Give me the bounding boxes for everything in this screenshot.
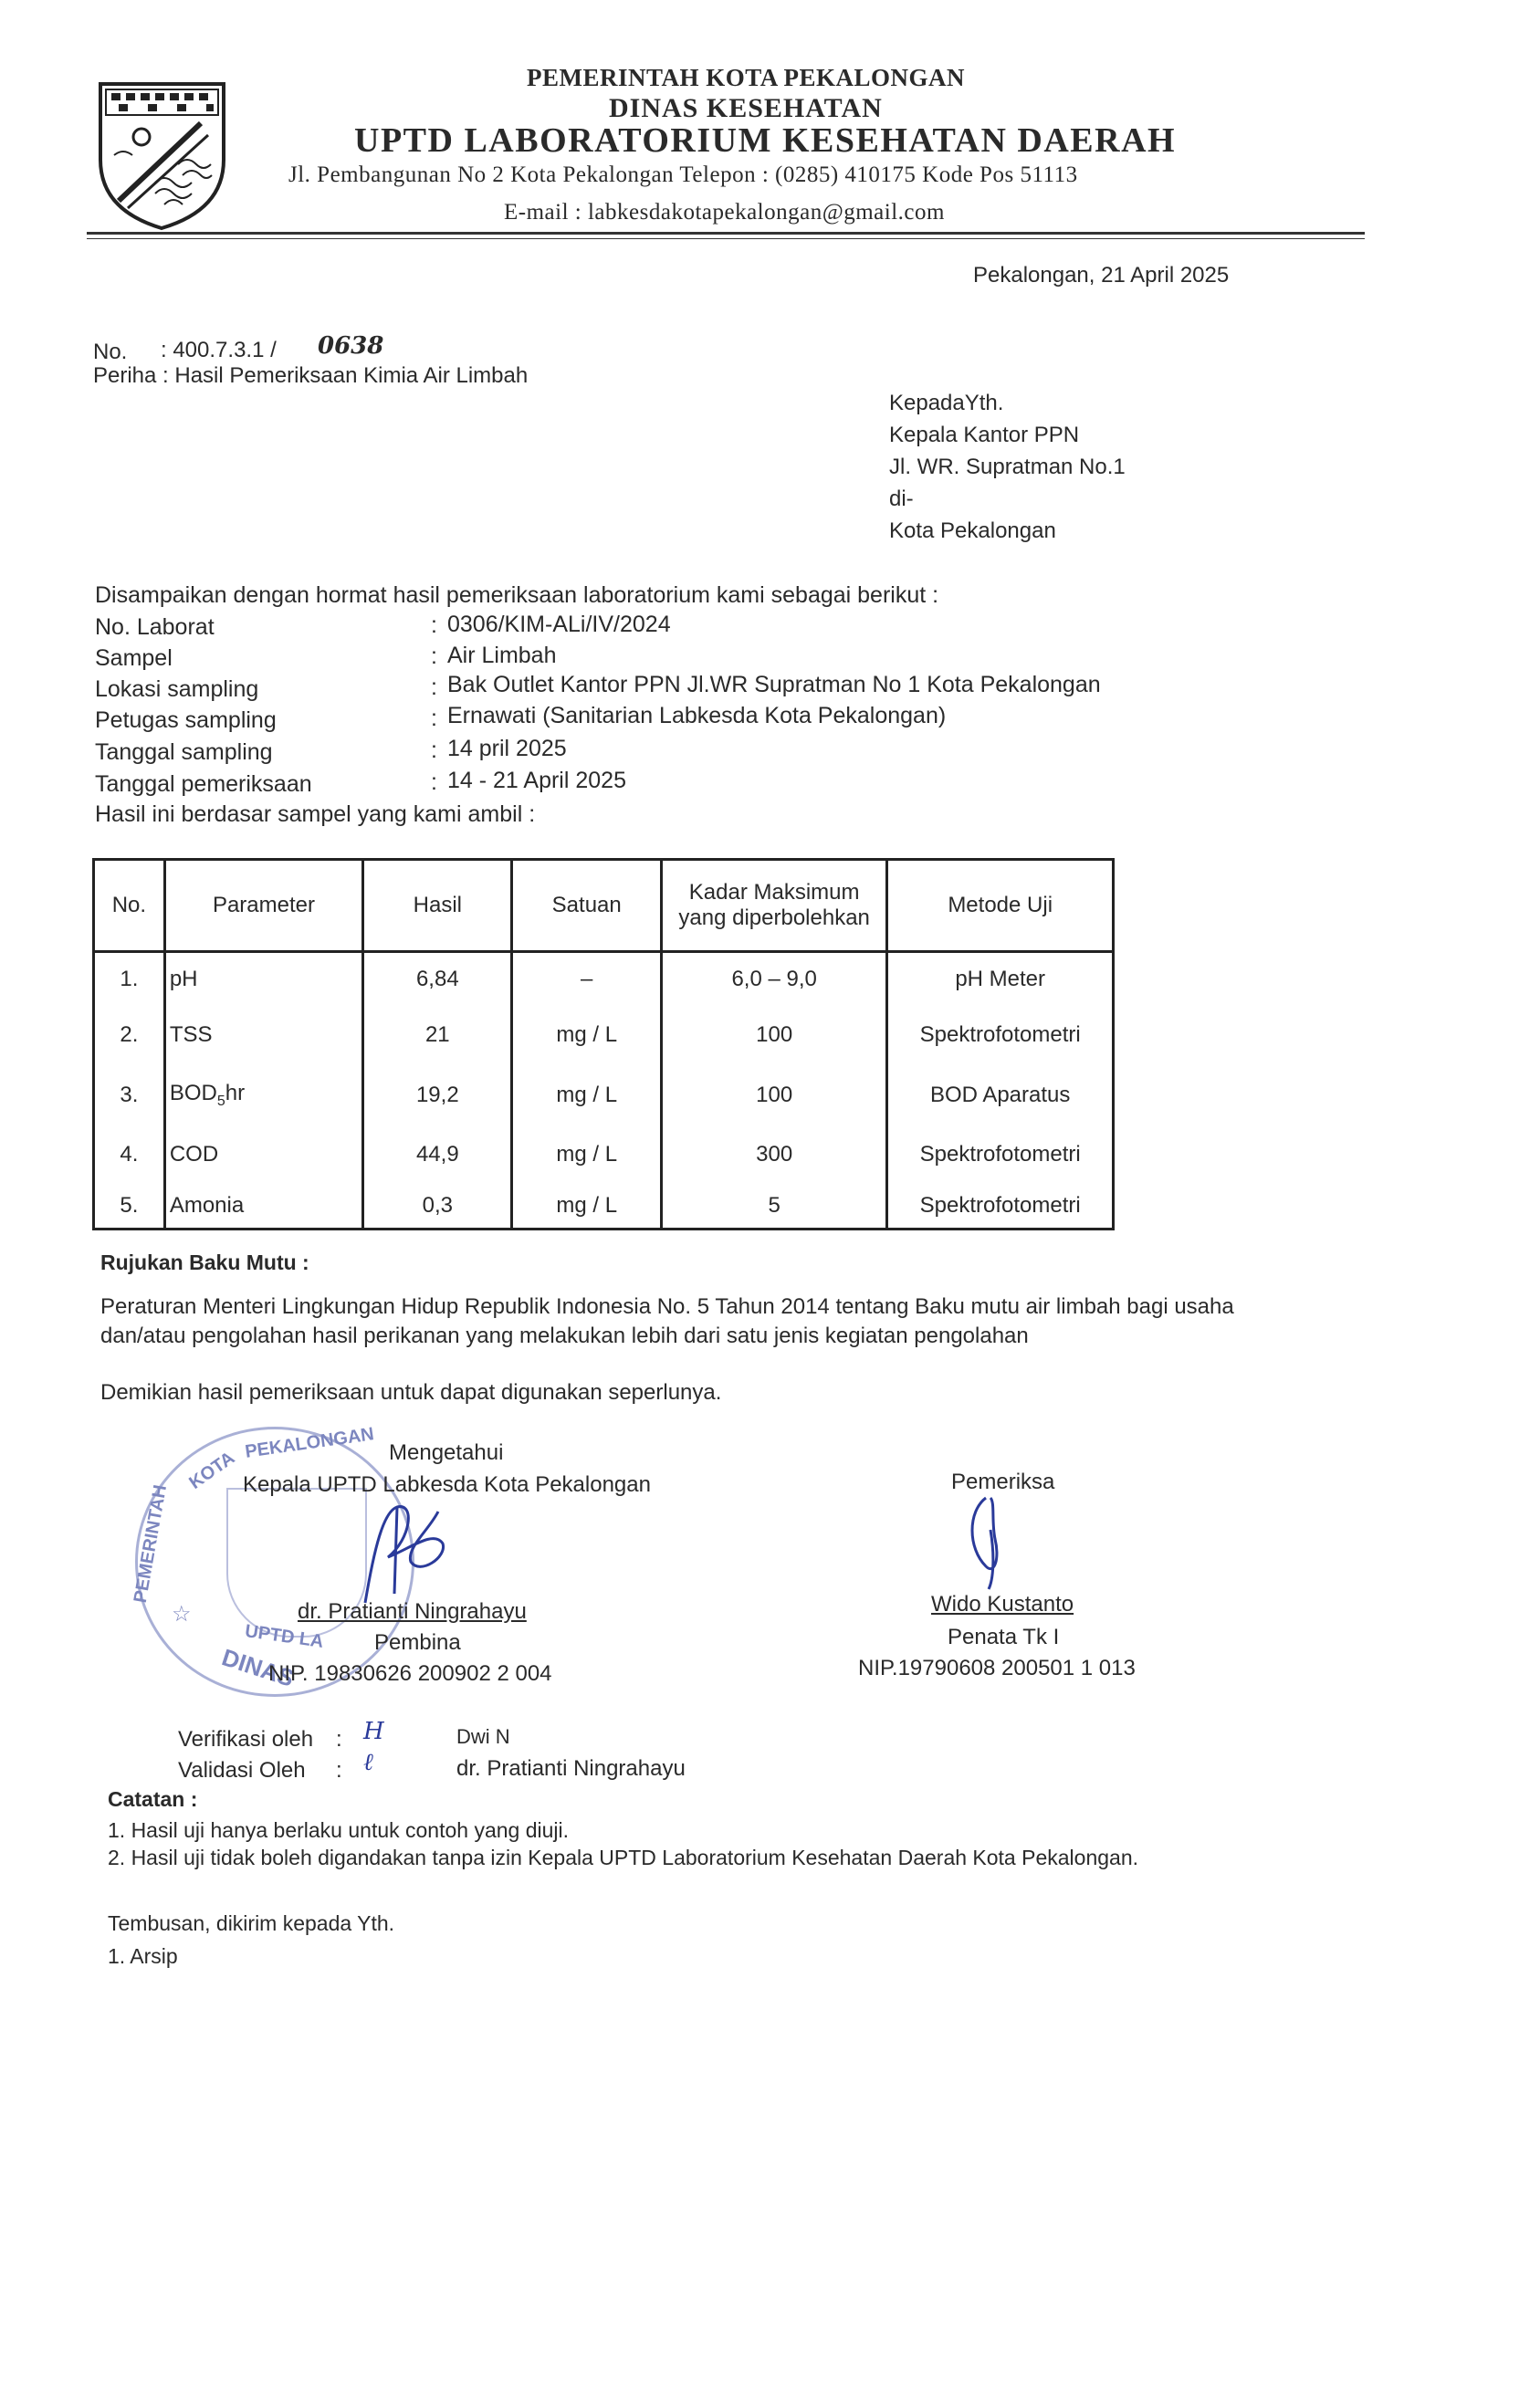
detail-label: Petugas sampling xyxy=(95,707,277,733)
verification-label: Verifikasi oleh xyxy=(178,1727,314,1752)
cell-metode: Spektrofotometri xyxy=(887,1184,1114,1230)
cell-kadar: 300 xyxy=(661,1126,886,1184)
recipient-line: Kota Pekalongan xyxy=(889,518,1056,543)
cell-satuan: mg / L xyxy=(512,1007,661,1064)
detail-colon: : xyxy=(431,675,437,700)
letterhead-department: DINAS KESEHATAN xyxy=(609,93,883,123)
cell-hasil: 0,3 xyxy=(363,1184,512,1230)
results-table xyxy=(92,858,1115,1230)
cell-hasil: 6,84 xyxy=(363,952,512,1007)
cell-parameter: Amonia xyxy=(164,1184,362,1230)
cell-satuan: mg / L xyxy=(512,1184,661,1230)
letter-subject: Periha : Hasil Pemeriksaan Kimia Air Limbah xyxy=(93,363,529,388)
cell-no: 5. xyxy=(94,1184,165,1230)
signatory-right-name: Wido Kustanto xyxy=(931,1592,1074,1617)
intro-text: Disampaikan dengan hormat hasil pemeriksaan laboratorium kami sebagai berikut : xyxy=(95,582,939,608)
detail-label: No. Laborat xyxy=(95,614,215,640)
reference-title: Rujukan Baku Mutu : xyxy=(100,1251,309,1274)
signatory-left-title: Kepala UPTD Labkesda Kota Pekalongan xyxy=(243,1472,651,1497)
signature-right xyxy=(959,1493,1022,1594)
column-header-line: yang diperbolehkan xyxy=(678,905,870,930)
cell-hasil: 21 xyxy=(363,1007,512,1064)
column-header: Parameter xyxy=(164,860,362,952)
recipient-line: Jl. WR. Supratman No.1 xyxy=(889,455,1126,479)
detail-value: Ernawati (Sanitarian Labkesda Kota Pekalongan) xyxy=(447,703,947,728)
detail-value: Air Limbah xyxy=(447,643,557,668)
cell-kadar: 6,0 – 9,0 xyxy=(661,952,886,1007)
reference-text: dan/atau pengolahan hasil perikanan yang melakukan lebih dari satu jenis kegiatan pengolahan xyxy=(100,1324,1029,1348)
parameter-name: BOD xyxy=(169,1080,217,1105)
column-header-line: Kadar Maksimum xyxy=(688,880,860,905)
note-item: 1. Hasil uji hanya berlaku untuk contoh yang diuji. xyxy=(108,1818,570,1842)
validation-colon: : xyxy=(336,1758,342,1783)
signatory-right-rank: Penata Tk I xyxy=(948,1625,1060,1649)
letterhead-address: Jl. Pembangunan No 2 Kota Pekalongan Telepon : (0285) 410175 Kode Pos 51113 xyxy=(288,162,1078,187)
cell-kadar: 100 xyxy=(661,1064,886,1126)
cell-kadar: 100 xyxy=(661,1007,886,1064)
cell-no: 3. xyxy=(94,1064,165,1126)
stamp-text-top: PEKALONGAN xyxy=(244,1424,376,1462)
cell-no: 2. xyxy=(94,1007,165,1064)
cell-parameter: TSS xyxy=(164,1007,362,1064)
detail-colon: : xyxy=(431,644,437,669)
cell-no: 4. xyxy=(94,1126,165,1184)
signatory-left-rank: Pembina xyxy=(374,1630,461,1655)
detail-colon: : xyxy=(431,612,437,638)
signatory-right-title: Pemeriksa xyxy=(951,1470,1055,1494)
place-date: Pekalongan, 21 April 2025 xyxy=(973,263,1230,288)
table-row xyxy=(94,1007,1114,1064)
letter-number-label: No. xyxy=(93,340,128,364)
cell-satuan: – xyxy=(512,952,661,1007)
letterhead-email: E-mail : labkesdakotapekalongan@gmail.com xyxy=(504,200,945,225)
verification-colon: : xyxy=(336,1727,342,1752)
verification-name: Dwi N xyxy=(456,1725,510,1748)
acknowledged-label: Mengetahui xyxy=(389,1440,504,1465)
cell-parameter: COD xyxy=(164,1126,362,1184)
verification-initial: H xyxy=(363,1718,384,1745)
column-header xyxy=(661,860,886,952)
cc-title: Tembusan, dikirim kepada Yth. xyxy=(108,1911,395,1935)
parameter-subscript: 5 xyxy=(216,1093,225,1109)
signature-left xyxy=(347,1493,456,1612)
cell-no: 1. xyxy=(94,952,165,1007)
parameter-suffix: hr xyxy=(225,1080,246,1105)
detail-label: Sampel xyxy=(95,645,173,671)
cell-kadar: 5 xyxy=(661,1184,886,1230)
detail-label: Tanggal sampling xyxy=(95,739,273,765)
closing-text: Demikian hasil pemeriksaan untuk dapat digunakan seperlunya. xyxy=(100,1380,722,1405)
validation-name: dr. Pratianti Ningrahayu xyxy=(456,1756,686,1781)
recipient-block xyxy=(889,391,1126,550)
cell-metode: Spektrofotometri xyxy=(887,1126,1114,1184)
detail-value: 14 - 21 April 2025 xyxy=(447,768,626,793)
signatory-left-nip: NIP. 19830626 200902 2 004 xyxy=(268,1661,552,1686)
table-row xyxy=(94,1184,1114,1230)
validation-initial: ℓ xyxy=(363,1749,373,1776)
reference-text: Peraturan Menteri Lingkungan Hidup Republik Indonesia No. 5 Tahun 2014 tentang Baku mutu air limbah bagi usaha xyxy=(100,1294,1234,1319)
letterhead-rule-thin xyxy=(87,238,1365,239)
stamp-text-kota: KOTA xyxy=(185,1448,239,1493)
recipient-line: di- xyxy=(889,487,914,511)
letter-number-value: : 400.7.3.1 / xyxy=(161,338,277,362)
cell-satuan: mg / L xyxy=(512,1126,661,1184)
cell-metode: pH Meter xyxy=(887,952,1114,1007)
cell-parameter xyxy=(164,1064,362,1126)
stamp-text-bottom: UPTD LA xyxy=(243,1621,325,1652)
validation-label: Validasi Oleh xyxy=(178,1758,306,1783)
recipient-line: Kepala Kantor PPN xyxy=(889,423,1080,447)
signatory-right-nip: NIP.19790608 200501 1 013 xyxy=(858,1656,1136,1680)
column-header: No. xyxy=(94,860,165,952)
notes-title: Catatan : xyxy=(108,1787,198,1811)
stamp-text-dinas: DINAS xyxy=(218,1643,298,1692)
table-row xyxy=(94,952,1114,1007)
cell-satuan: mg / L xyxy=(512,1064,661,1126)
letterhead-government: PEMERINTAH KOTA PEKALONGAN xyxy=(527,64,966,91)
table-row xyxy=(94,1126,1114,1184)
column-header: Satuan xyxy=(512,860,661,952)
stamp-text-left: PEMERINTAH xyxy=(130,1483,172,1605)
cell-hasil: 19,2 xyxy=(363,1064,512,1126)
cell-parameter: pH xyxy=(164,952,362,1007)
cc-item: 1. Arsip xyxy=(108,1944,178,1968)
cell-metode: BOD Aparatus xyxy=(887,1064,1114,1126)
detail-label: Tanggal pemeriksaan xyxy=(95,771,312,797)
cell-hasil: 44,9 xyxy=(363,1126,512,1184)
basis-text: Hasil ini berdasar sampel yang kami ambil : xyxy=(95,801,536,827)
detail-colon: : xyxy=(431,769,437,795)
recipient-line: KepadaYth. xyxy=(889,391,1004,415)
note-item: 2. Hasil uji tidak boleh digandakan tanpa izin Kepala UPTD Laboratorium Kesehatan Daerah Kota Pekalongan. xyxy=(108,1846,1138,1869)
letterhead-institution: UPTD LABORATORIUM KESEHATAN DAERAH xyxy=(354,121,1177,160)
detail-value: 0306/KIM-ALi/IV/2024 xyxy=(447,612,671,637)
detail-value: Bak Outlet Kantor PPN Jl.WR Supratman No 1 Kota Pekalongan xyxy=(447,672,1101,697)
city-logo xyxy=(91,73,233,233)
detail-label: Lokasi sampling xyxy=(95,676,259,702)
detail-colon: : xyxy=(431,738,437,763)
cell-metode: Spektrofotometri xyxy=(887,1007,1114,1064)
star-icon: ☆ xyxy=(172,1602,192,1627)
table-header-row xyxy=(94,860,1114,952)
table-row xyxy=(94,1064,1114,1126)
signatory-left-name: dr. Pratianti Ningrahayu xyxy=(298,1599,527,1624)
detail-value: 14 pril 2025 xyxy=(447,736,567,761)
letter-number-handwritten: 0638 xyxy=(318,332,384,360)
detail-colon: : xyxy=(431,706,437,731)
column-header: Hasil xyxy=(363,860,512,952)
letterhead-rule xyxy=(87,232,1365,235)
column-header: Metode Uji xyxy=(887,860,1114,952)
